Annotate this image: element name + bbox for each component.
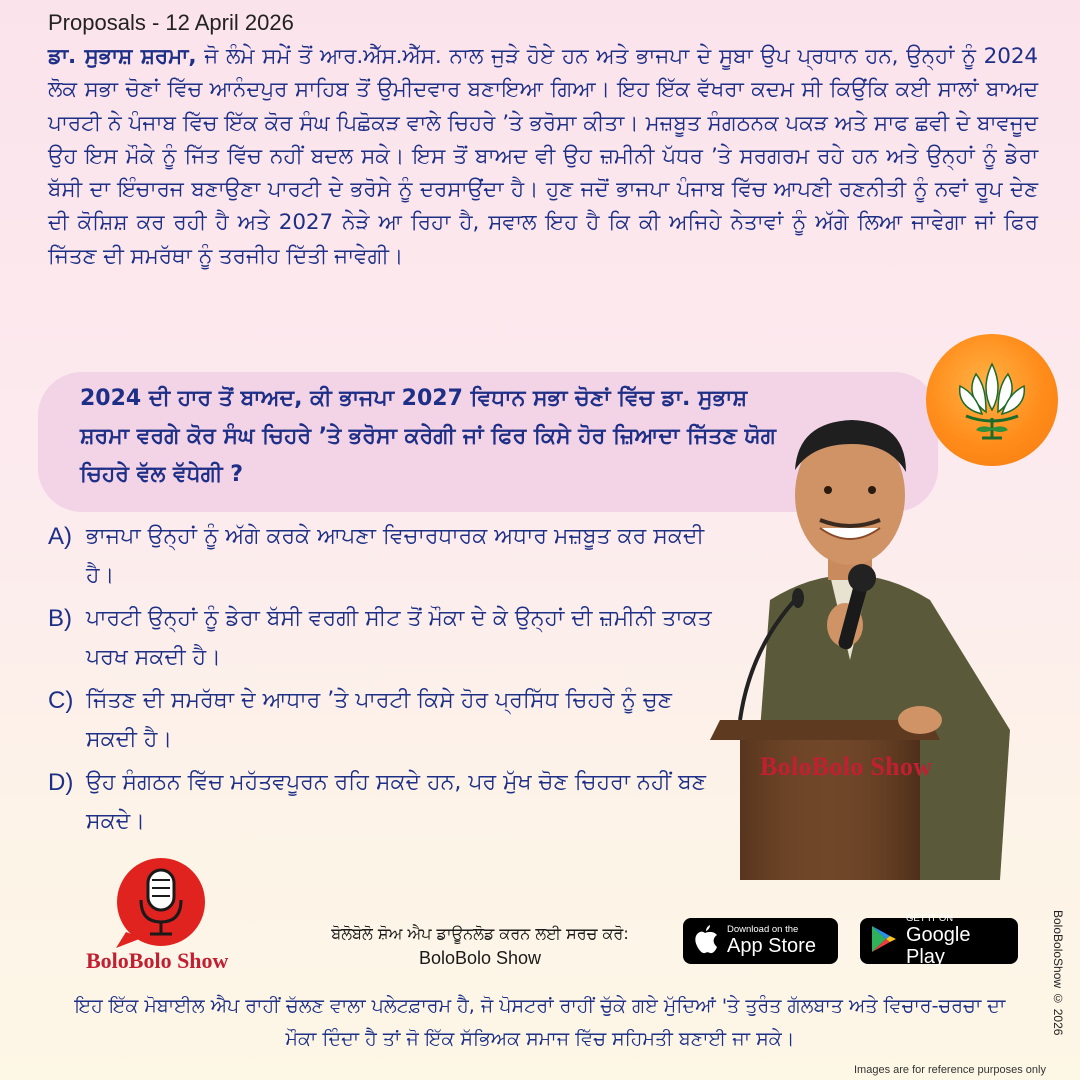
option-text: ਉਹ ਸੰਗਠਨ ਵਿੱਚ ਮਹੱਤਵਪੂਰਨ ਰਹਿ ਸਕਦੇ ਹਨ, ਪਰ ਮੁੱਖ ਚੋਣ ਚਿਹਰਾ ਨਹੀਂ ਬਣ ਸਕਦੇ।: [86, 770, 706, 834]
poll-option-a: [48, 518, 728, 595]
intro-paragraph: [48, 40, 1038, 273]
disclaimer-text: Images are for reference purposes only: [854, 1064, 1046, 1076]
download-prompt: ਬੋਲੋਬੋਲੋ ਸ਼ੋਅ ਐਪ ਡਾਊਨਲੋਡ ਕਰਨ ਲਈ ਸਰਚ ਕਰੋ:: [331, 924, 629, 943]
option-letter: D): [48, 769, 74, 796]
google-play-icon: [870, 924, 898, 958]
poll-option-c: [48, 682, 728, 759]
download-app-name: BoloBolo Show: [418, 948, 542, 968]
leader-name: ਡਾ. ਸੁਭਾਸ਼ ਸ਼ਰਮਾ,: [48, 44, 197, 69]
watermark-text: BoloBolo Show: [760, 752, 933, 781]
poll-options: [48, 518, 728, 846]
google-play-small-text: GET IT ON: [906, 913, 954, 924]
google-play-big-text: Google Play: [906, 924, 971, 968]
option-letter: B): [48, 605, 72, 632]
app-logo-text: BoloBolo Show: [86, 948, 229, 973]
option-letter: C): [48, 687, 74, 714]
option-text: ਜਿੱਤਣ ਦੀ ਸਮਰੱਥਾ ਦੇ ਆਧਾਰ ’ਤੇ ਪਾਰਟੀ ਕਿਸੇ ਹੋਰ ਪ੍ਰਸਿੱਧ ਚਿਹਰੇ ਨੂੰ ਚੁਣ ਸਕਦੀ ਹੈ।: [86, 688, 673, 752]
date-line: Proposals - 12 April 2026: [48, 10, 294, 35]
option-text: ਪਾਰਟੀ ਉਨ੍ਹਾਂ ਨੂੰ ਡੇਰਾ ਬੱਸੀ ਵਰਗੀ ਸੀਟ ਤੋਂ ਮੌਕਾ ਦੇ ਕੇ ਉਨ੍ਹਾਂ ਦੀ ਜ਼ਮੀਨੀ ਤਾਕਤ ਪਰਖ ਸਕਦੀ ਹੈ।: [86, 606, 712, 670]
poll-question: 2024 ਦੀ ਹਾਰ ਤੋਂ ਬਾਅਦ, ਕੀ ਭਾਜਪਾ 2027 ਵਿਧਾਨ ਸਭਾ ਚੋਣਾਂ ਵਿੱਚ ਡਾ. ਸੁਭਾਸ਼ ਸ਼ਰਮਾ ਵਰਗੇ ਕੋਰ ਸੰਘ ਚਿਹਰੇ ’ਤੇ ਭਰੋਸਾ ਕਰੇਗੀ ਜਾਂ ਫਿਰ ਕਿਸੇ ਹੋਰ ਜ਼ਿਆਦਾ ਜਿੱਤਣ ਯੋਗ ਚਿਹਰੇ ਵੱਲ ਵੱਧੇਗੀ ?: [80, 386, 776, 487]
poll-option-b: [48, 600, 728, 677]
apple-icon: [693, 924, 719, 958]
intro-text: ਜੋ ਲੰਮੇ ਸਮੇਂ ਤੋਂ ਆਰ.ਐੱਸ.ਐੱਸ. ਨਾਲ ਜੁੜੇ ਹੋਏ ਹਨ ਅਤੇ ਭਾਜਪਾ ਦੇ ਸੂਬਾ ਉਪ ਪ੍ਰਧਾਨ ਹਨ, ਉਨ੍ਹਾਂ ਨੂੰ 2024 ਲੋਕ ਸਭਾ ਚੋਣਾਂ ਵਿੱਚ ਆਨੰਦਪੁਰ ਸਾਹਿਬ ਤੋਂ ਉਮੀਦਵਾਰ ਬਣਾਇਆ ਗਿਆ। ਇਹ ਇੱਕ ਵੱਖਰਾ ਕਦਮ ਸੀ ਕਿਉਂਕਿ ਕਈ ਸਾਲਾਂ ਬਾਅਦ ਪਾਰਟੀ ਨੇ ਪੰਜਾਬ ਵਿੱਚ ਇੱਕ ਕੋਰ ਸੰਘ ਪਿਛੋਕੜ ਵਾਲੇ ਚਿਹਰੇ ’ਤੇ ਭਰੋਸਾ ਕੀਤਾ। ਮਜ਼ਬੂਤ ਸੰਗਠਨਕ ਪਕੜ ਅਤੇ ਸਾਫ ਛਵੀ ਦੇ ਬਾਵਜੂਦ ਉਹ ਇਸ ਮੌਕੇ ਨੂੰ ਜਿੱਤ ਵਿੱਚ ਨਹੀਂ ਬਦਲ ਸਕੇ। ਇਸ ਤੋਂ ਬਾਅਦ ਵੀ ਉਹ ਜ਼ਮੀਨੀ ਪੱਧਰ ’ਤੇ ਸਰਗਰਮ ਰਹੇ ਹਨ ਅਤੇ ਉਨ੍ਹਾਂ ਨੂੰ ਡੇਰਾ ਬੱਸੀ ਦਾ ਇੰਚਾਰਜ ਬਣਾਉਣਾ ਪਾਰਟੀ ਦੇ ਭਰੋਸੇ ਨੂੰ ਦਰਸਾਉਂਦਾ ਹੈ। ਹੁਣ ਜਦੋਂ ਭਾਜਪਾ ਪੰਜਾਬ ਵਿੱਚ ਆਪਣੀ ਰਣਨੀਤੀ ਨੂੰ ਨਵਾਂ ਰੂਪ ਦੇਣ ਦੀ ਕੋਸ਼ਿਸ਼ ਕਰ ਰਹੀ ਹੈ ਅਤੇ 2027 ਨੇੜੇ ਆ ਰਿਹਾ ਹੈ, ਸਵਾਲ ਇਹ ਹੈ ਕਿ ਕੀ ਅਜਿਹੇ ਨੇਤਾਵਾਂ ਨੂੰ ਅੱਗੇ ਲਿਆ ਜਾਵੇਗਾ ਜਾਂ ਫਿਰ ਜਿੱਤਣ ਦੀ ਸਮਰੱਥਾ ਨੂੰ ਤਰਜੀਹ ਦਿੱਤੀ ਜਾਵੇਗੀ।: [48, 44, 1038, 269]
option-text: ਭਾਜਪਾ ਉਨ੍ਹਾਂ ਨੂੰ ਅੱਗੇ ਕਰਕੇ ਆਪਣਾ ਵਿਚਾਰਧਾਰਕ ਅਧਾਰ ਮਜ਼ਬੂਤ ਕਰ ਸਕਦੀ ਹੈ।: [86, 524, 705, 588]
app-store-button[interactable]: [683, 918, 838, 964]
footer-description: ਇਹ ਇੱਕ ਮੋਬਾਈਲ ਐਪ ਰਾਹੀਂ ਚੱਲਣ ਵਾਲਾ ਪਲੇਟਫ਼ਾਰਮ ਹੈ, ਜੋ ਪੋਸਟਰਾਂ ਰਾਹੀਂ ਚੁੱਕੇ ਗਏ ਮੁੱਦਿਆਂ 'ਤੇ ਤੁਰੰਤ ਗੱਲਬਾਤ ਅਤੇ ਵਿਚਾਰ-ਚਰਚਾ ਦਾ ਮੌਕਾ ਦਿੰਦਾ ਹੈ ਤਾਂ ਜੋ ਇੱਕ ਸੱਭਿਅਕ ਸਮਾਜ ਵਿੱਚ ਸਹਿਮਤੀ ਬਣਾਈ ਜਾ ਸਕੇ।: [74, 995, 1006, 1050]
speaker-illustration: [680, 400, 1040, 880]
copyright-credit: BoloBoloShow © 2026: [1051, 910, 1065, 1036]
option-letter: A): [48, 523, 72, 550]
app-store-big-text: App Store: [727, 935, 816, 957]
google-play-button[interactable]: [860, 913, 1018, 968]
poll-option-d: [48, 764, 728, 841]
app-store-small-text: Download on the: [727, 924, 799, 935]
